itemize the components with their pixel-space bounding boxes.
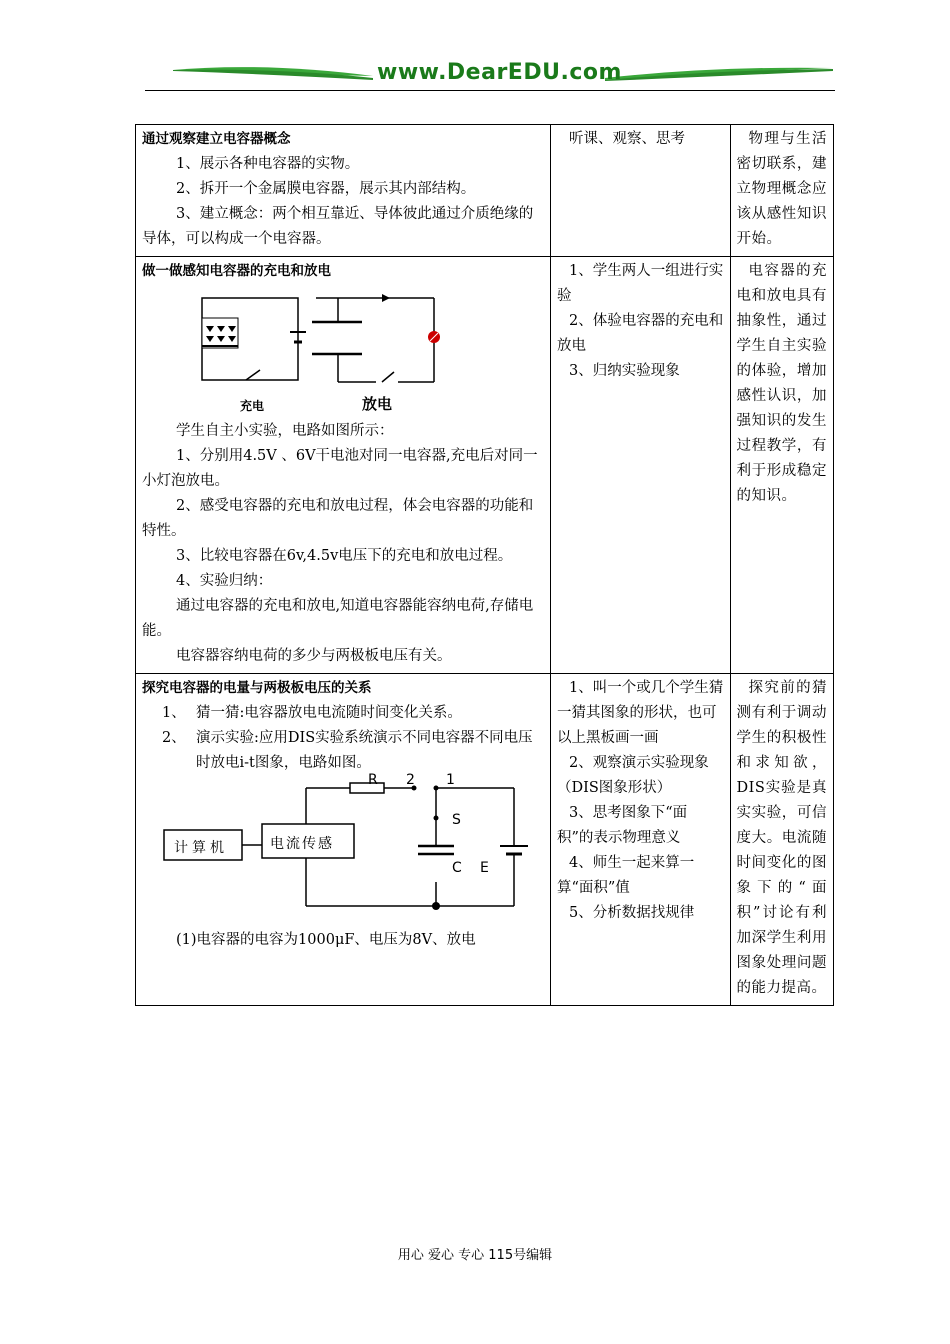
battery-pack-icon xyxy=(202,318,238,348)
site-logo[interactable]: www.DearEDU.com xyxy=(377,60,622,85)
terminal-1-label: 1 xyxy=(446,772,455,788)
design-intent-cell xyxy=(730,257,834,674)
student-activity: 2、观察演示实验现象（DIS图象形状） xyxy=(556,755,709,796)
header-divider xyxy=(145,90,835,91)
lesson-table xyxy=(135,124,834,1006)
capacitor-label: C xyxy=(452,860,462,876)
list-item xyxy=(162,701,544,726)
table-row xyxy=(136,125,834,257)
numbered-list xyxy=(142,701,544,776)
design-intent-cell xyxy=(730,125,834,257)
student-activity: 听课、观察、思考 xyxy=(568,131,685,147)
teaching-content-cell xyxy=(136,674,551,1006)
content-line: 3、建立概念：两个相互靠近、导体彼此通过介质绝缘的导体，可以构成一个电容器。 xyxy=(142,206,534,247)
teaching-content-cell xyxy=(136,257,551,674)
student-activity: 1、叫一个或几个学生猜一猜其图象的形状，也可以上黑板画一画 xyxy=(556,680,724,746)
content-line: 2、感受电容器的充电和放电过程，体会电容器的功能和特性。 xyxy=(142,498,534,539)
content-line: 1、展示各种电容器的实物。 xyxy=(176,156,360,172)
student-activity: 4、师生一起来算一算“面积”值 xyxy=(556,855,695,896)
list-number: 1、 xyxy=(162,705,186,721)
dis-circuit-figure xyxy=(142,772,535,928)
student-activity: 2、体验电容器的充电和放电 xyxy=(556,313,724,354)
content-line: 电容器容纳电荷的多少与两极板电压有关。 xyxy=(176,648,452,664)
content-line: 通过电容器的充电和放电,知道电容器能容纳电荷,存储电能。 xyxy=(142,598,534,639)
resistor-label: R xyxy=(368,772,378,788)
list-text: 演示实验:应用DIS实验系统演示不同电容器不同电压时放电i-t图象，电路如图。 xyxy=(196,730,533,771)
sensor-box-label: 电流传感 xyxy=(270,836,334,852)
design-intent: 物理与生活密切联系，建立物理概念应该从感性知识开始。 xyxy=(736,131,827,247)
page-footer: 用心 爱心 专心 115号编辑 xyxy=(397,1248,553,1263)
student-activity: 5、分析数据找规律 xyxy=(568,905,695,921)
charge-label: 充电 xyxy=(240,399,265,413)
content-line: 1、分别用4.5V 、6V干电池对同一电容器,充电后对同一小灯泡放电。 xyxy=(142,448,538,489)
site-header xyxy=(145,58,835,92)
terminal-2-label: 2 xyxy=(406,772,415,788)
section-title: 通过观察建立电容器概念 xyxy=(142,131,291,147)
charge-discharge-figure xyxy=(142,284,535,419)
table-row xyxy=(136,257,834,674)
table-row xyxy=(136,674,834,1006)
list-text: 猜一猜:电容器放电电流随时间变化关系。 xyxy=(196,705,462,721)
switch-label: S xyxy=(452,812,461,828)
design-intent: 电容器的充电和放电具有抽象性，通过学生自主实验的体验，增加感性认识，加强知识的发生过程教学，有利于形成稳定的知识。 xyxy=(736,263,827,504)
teaching-content-cell xyxy=(136,125,551,257)
student-activity: 3、思考图象下“面积”的表示物理意义 xyxy=(556,805,688,846)
student-activity-cell xyxy=(550,674,730,1006)
student-activity: 3、归纳实验现象 xyxy=(568,363,680,379)
computer-box-label: 计算机 xyxy=(174,840,228,856)
content-line: 学生自主小实验，电路如图所示： xyxy=(176,423,394,439)
charge-discharge-circuit xyxy=(142,284,535,419)
battery-label: E xyxy=(480,860,489,876)
content-line: 2、拆开一个金属膜电容器，展示其内部结构。 xyxy=(176,181,476,197)
section-title: 做一做感知电容器的充电和放电 xyxy=(142,263,331,279)
discharge-label: 放电 xyxy=(362,395,393,413)
student-activity: 1、学生两人一组进行实验 xyxy=(556,263,724,304)
design-intent: 探究前的猜测有利于调动学生的积极性和求知欲，DIS实验是真实实验，可信度大。电流随时间变化的图象下的“面积”讨论有利加深学生利用图象处理问题的能力提高。 xyxy=(736,680,827,996)
section-title: 探究电容器的电量与两极板电压的关系 xyxy=(142,680,372,696)
content-line: 4、实验归纳： xyxy=(176,573,273,589)
student-activity-cell xyxy=(550,125,730,257)
content-line: 3、比较电容器在6v,4.5v电压下的充电和放电过程。 xyxy=(176,548,513,564)
design-intent-cell xyxy=(730,674,834,1006)
list-item xyxy=(162,726,544,776)
student-activity-cell xyxy=(550,257,730,674)
list-number: 2、 xyxy=(162,730,186,746)
content-line: (1)电容器的电容为1000μF、电压为8V、放电 xyxy=(176,932,476,948)
